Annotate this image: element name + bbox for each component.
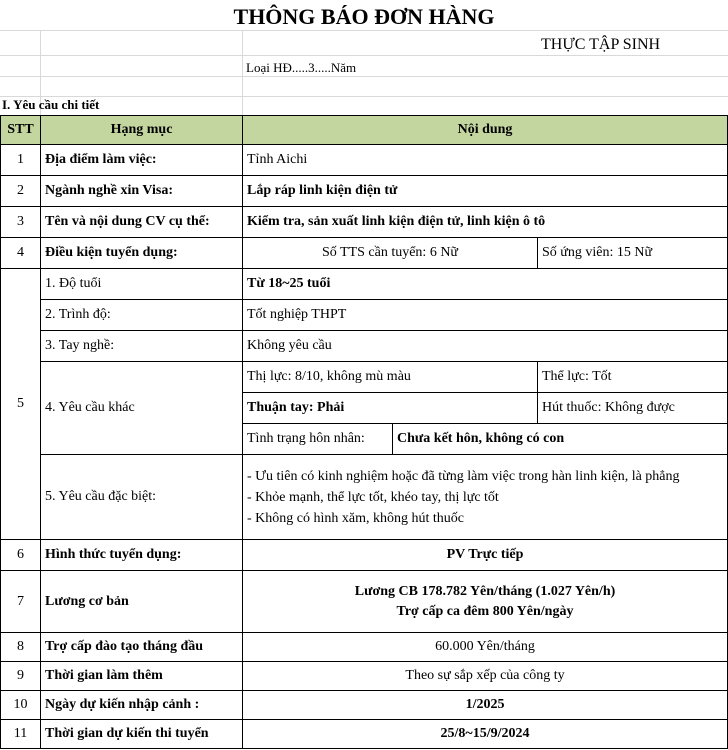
row-value: Không yêu cầu — [243, 331, 728, 362]
col-header-stt: STT — [1, 116, 41, 145]
page-subtitle: THỰC TẬP SINH — [541, 36, 661, 53]
row-label: Địa điểm làm việc: — [41, 145, 243, 176]
order-table — [0, 115, 728, 749]
row-number: 3 — [1, 207, 41, 238]
recruit-count: Số TTS cần tuyển: 6 Nữ — [243, 238, 538, 269]
special-line: - Ưu tiên có kinh nghiệm hoặc đã từng làm việc trong hàn linh kiện, là phẳng — [247, 468, 680, 484]
marital-label: Tình trạng hôn nhân: — [243, 424, 393, 455]
row-number: 4 — [1, 238, 41, 269]
row-value: 25/8~15/9/2024 — [243, 720, 728, 749]
table-row — [1, 455, 728, 540]
row-value: Kiểm tra, sản xuất linh kiện điện tử, linh kiện ô tô — [243, 207, 728, 238]
table-row — [1, 571, 728, 633]
salary-cell — [243, 571, 728, 633]
handedness-requirement: Thuận tay: Phải — [243, 393, 538, 424]
special-line: - Không có hình xăm, không hút thuốc — [247, 510, 464, 526]
table-row — [1, 300, 728, 331]
col-header-item: Hạng mục — [41, 116, 243, 145]
table-row — [1, 238, 728, 269]
row-value: 60.000 Yên/tháng — [243, 633, 728, 662]
special-requirements — [243, 455, 728, 540]
table-row — [1, 207, 728, 238]
row-value: Từ 18~25 tuổi — [243, 269, 728, 300]
candidate-count: Số ứng viên: 15 Nữ — [538, 238, 728, 269]
row-label: Ngày dự kiến nhập cảnh : — [41, 691, 243, 720]
contract-type: Loại HĐ.....3.....Năm — [246, 60, 357, 75]
page-title: THÔNG BÁO ĐƠN HÀNG — [233, 4, 495, 29]
salary-line: Lương CB 178.782 Yên/tháng (1.027 Yên/h) — [354, 583, 616, 599]
row-label: Thời gian dự kiến thi tuyển — [41, 720, 243, 749]
row-number: 1 — [1, 145, 41, 176]
table-row — [1, 720, 728, 749]
table-row — [1, 662, 728, 691]
table-header-row — [1, 116, 728, 145]
table-row — [1, 176, 728, 207]
row-number: 5 — [1, 269, 41, 540]
table-row — [1, 362, 728, 393]
row-label: 1. Độ tuổi — [41, 269, 243, 300]
row-number: 6 — [1, 540, 41, 571]
table-row — [1, 540, 728, 571]
row-number: 8 — [1, 633, 41, 662]
section-heading: I. Yêu cầu chi tiết — [2, 97, 100, 112]
row-number: 2 — [1, 176, 41, 207]
row-value: Theo sự sắp xếp của công ty — [243, 662, 728, 691]
marital-value: Chưa kết hôn, không có con — [393, 424, 728, 455]
row-label: Ngành nghề xin Visa: — [41, 176, 243, 207]
table-row — [1, 633, 728, 662]
row-label: 5. Yêu cầu đặc biệt: — [41, 455, 243, 540]
row-value: Tốt nghiệp THPT — [243, 300, 728, 331]
row-value: Tỉnh Aichi — [243, 145, 728, 176]
row-label: Thời gian làm thêm — [41, 662, 243, 691]
smoking-requirement: Hút thuốc: Không được — [538, 393, 728, 424]
row-label: 3. Tay nghề: — [41, 331, 243, 362]
row-number: 7 — [1, 571, 41, 633]
table-row — [1, 269, 728, 300]
row-value: 1/2025 — [243, 691, 728, 720]
row-label: Tên và nội dung CV cụ thể: — [41, 207, 243, 238]
table-row — [1, 145, 728, 176]
table-row — [1, 691, 728, 720]
col-header-content: Nội dung — [243, 116, 728, 145]
special-line: - Khỏe mạnh, thể lực tốt, khéo tay, thị lực tốt — [247, 489, 499, 505]
row-number: 10 — [1, 691, 41, 720]
physical-requirement: Thể lực: Tốt — [538, 362, 728, 393]
row-label: Lương cơ bản — [41, 571, 243, 633]
row-value: PV Trực tiếp — [243, 540, 728, 571]
table-row — [1, 331, 728, 362]
row-number: 9 — [1, 662, 41, 691]
row-label: 2. Trình độ: — [41, 300, 243, 331]
row-label: 4. Yêu cầu khác — [41, 362, 243, 455]
vision-requirement: Thị lực: 8/10, không mù màu — [243, 362, 538, 393]
row-value: Lắp ráp linh kiện điện tử — [243, 176, 728, 207]
row-label: Trợ cấp đào tạo tháng đầu — [41, 633, 243, 662]
night-allowance-line: Trợ cấp ca đêm 800 Yên/ngày — [396, 603, 574, 619]
row-label: Điều kiện tuyển dụng: — [41, 238, 243, 269]
row-number: 11 — [1, 720, 41, 749]
row-label: Hình thức tuyển dụng: — [41, 540, 243, 571]
